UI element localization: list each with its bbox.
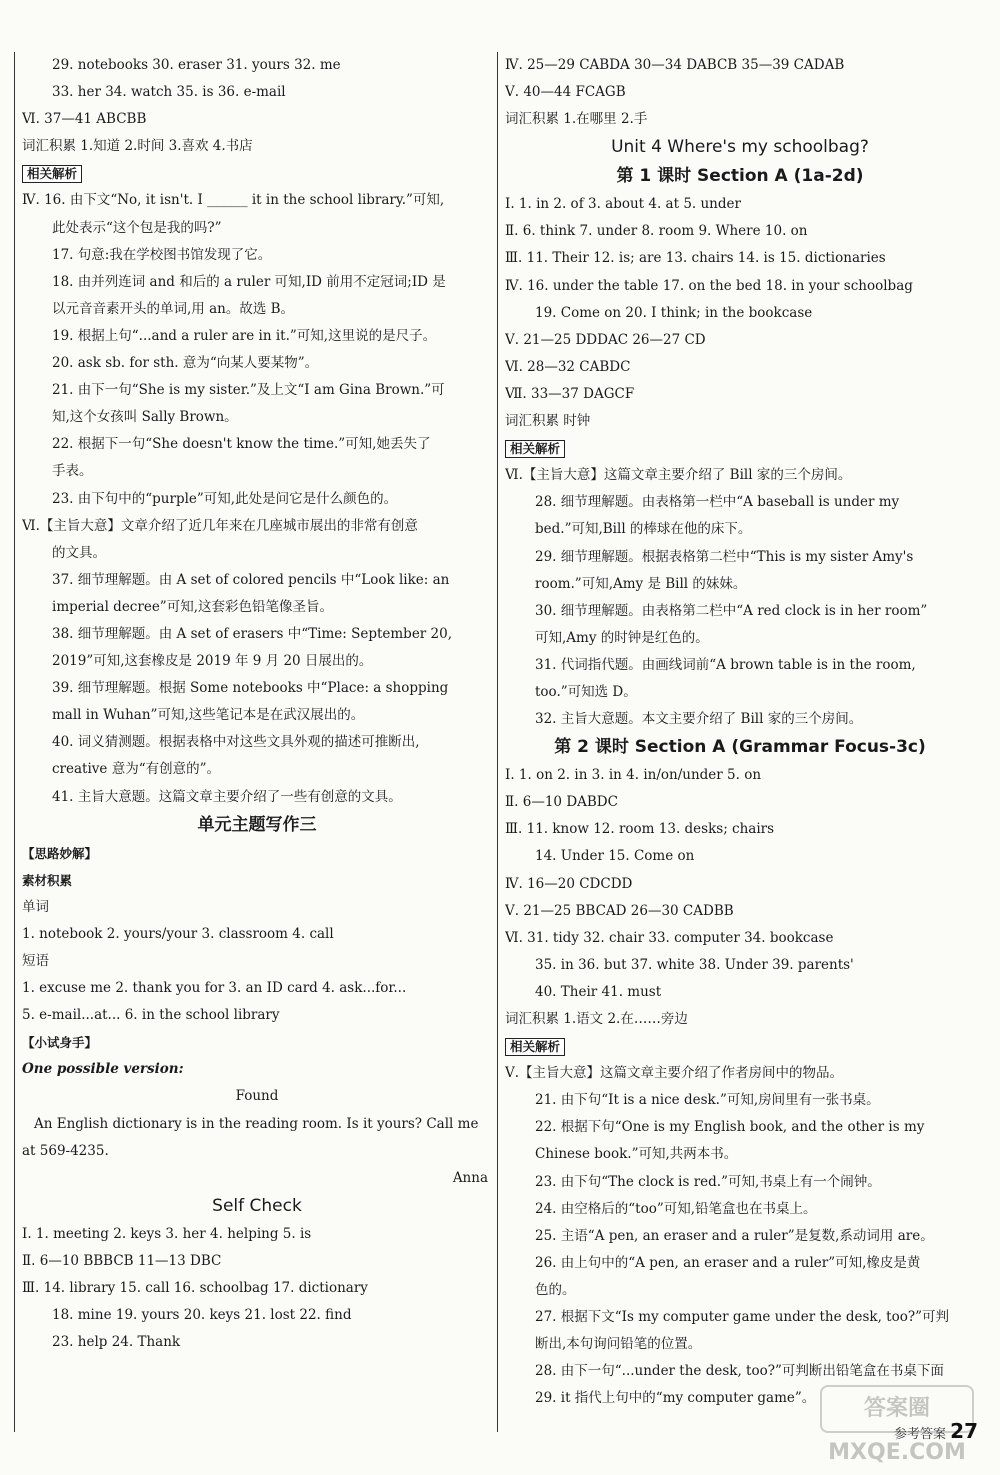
left-line: at 569-4235.	[22, 1142, 109, 1159]
left-line	[22, 867, 492, 894]
right-line: 35. in 36. but 37. white 38. Under 39. parents'	[535, 956, 854, 973]
left-line: 以元音音素开头的单词,用 an。故选 B。	[52, 300, 295, 317]
section-label: 【小试身手】	[22, 1035, 98, 1051]
left-column	[22, 52, 492, 1356]
right-line: Unit 4 Where's my schoolbag?	[611, 137, 869, 158]
left-line: Anna	[452, 1169, 488, 1186]
left-line: 的文具。	[52, 544, 106, 561]
left-line: 23. help 24. Thank	[52, 1334, 181, 1351]
right-line: Ⅲ. 11. Their 12. is; are 13. chairs 14. is 15. dictionaries	[505, 250, 886, 267]
left-line	[22, 160, 492, 187]
right-line: 30. 细节理解题。由表格第二栏中“A red clock is in her room”	[535, 602, 928, 619]
right-line: 词汇积累 1.在哪里 2.手	[505, 111, 648, 128]
right-line: 24. 由空格后的“too”可知,铅笔盒也在书桌上。	[535, 1200, 817, 1217]
section-tag: 相关解析	[505, 440, 565, 458]
right-line: too.”可知选 D。	[535, 683, 637, 700]
left-line: 21. 由下一句“She is my sister.”及上文“I am Gina Brown.”可	[52, 382, 445, 399]
right-line: 色的。	[535, 1281, 576, 1298]
right-column	[505, 52, 975, 1412]
left-line: 手表。	[52, 463, 93, 480]
right-line: 第 2 课时 Section A (Grammar Focus-3c)	[554, 737, 926, 758]
left-line: 20. ask sb. for sth. 意为“向某人要某物”。	[52, 355, 319, 372]
section-label: 素材积累	[22, 872, 73, 888]
left-line: 短语	[22, 953, 49, 969]
right-line: 27. 根据下文“Is my computer game under the desk, too?”可判	[535, 1309, 949, 1326]
left-line: 词汇积累 1.知道 2.时间 3.喜欢 4.书店	[22, 138, 253, 155]
left-line: 33. her 34. watch 35. is 36. e-mail	[52, 84, 286, 101]
right-line: 40. Their 41. must	[535, 983, 662, 1000]
left-line	[22, 1029, 492, 1056]
right-line: Chinese book.”可知,共两本书。	[535, 1146, 738, 1163]
right-line: room.”可知,Amy 是 Bill 的妹妹。	[535, 575, 747, 592]
right-line: 25. 主语“A pen, an eraser and a ruler”是复数,系动词用 are。	[535, 1227, 934, 1244]
right-line: Ⅰ. 1. on 2. in 3. in 4. in/on/under 5. on	[505, 767, 762, 784]
left-line: 22. 根据下一句“She doesn't know the time.”可知,她丢失了	[52, 436, 431, 453]
right-line: 可知,Amy 的时钟是红色的。	[535, 629, 709, 646]
left-line	[22, 1056, 492, 1083]
right-line	[505, 435, 975, 462]
right-line: 14. Under 15. Come on	[535, 848, 695, 865]
left-line: 此处表示“这个包是我的吗?”	[52, 219, 222, 236]
right-line: 28. 由下一句“...under the desk, too?”可判断出铅笔盒在书桌下面	[535, 1363, 944, 1380]
right-line: 29. 细节理解题。根据表格第二栏中“This is my sister Amy's	[535, 548, 914, 565]
right-line: Ⅶ. 33—37 DAGCF	[505, 385, 635, 402]
right-line: 32. 主旨大意题。本文主要介绍了 Bill 家的三个房间。	[535, 711, 863, 728]
left-line: 38. 细节理解题。由 A set of erasers 中“Time: September 20,	[52, 625, 453, 642]
left-line: Ⅳ. 16. 由下文“No, it isn't. I ______ it in the school library.”可知,	[22, 192, 445, 209]
left-line: 知,这个女孩叫 Sally Brown。	[52, 409, 238, 426]
left-line: 37. 细节理解题。由 A set of colored pencils 中“Look like: an	[52, 571, 450, 588]
left-line: 单词	[22, 898, 49, 915]
left-line: 1. notebook 2. yours/your 3. classroom 4. call	[22, 925, 334, 942]
left-line: 29. notebooks 30. eraser 31. yours 32. me	[52, 57, 341, 73]
left-line: Self Check	[212, 1195, 302, 1216]
left-line: 5. e-mail...at... 6. in the school library	[22, 1007, 280, 1024]
left-line: imperial decree”可知,这套彩色铅笔像圣旨。	[52, 598, 333, 615]
right-line	[505, 1033, 975, 1060]
left-line: An English dictionary is in the reading room. Is it yours? Call me	[34, 1115, 479, 1132]
left-line: 23. 由下句中的“purple”可知,此处是问它是什么颜色的。	[52, 490, 398, 507]
right-line: 21. 由下句“It is a nice desk.”可知,房间里有一张书桌。	[535, 1092, 880, 1109]
left-line: 18. 由并列连词 and 和后的 a ruler 可知,ID 前用不定冠词;ID 是	[52, 273, 446, 290]
right-line: Ⅰ. 1. in 2. of 3. about 4. at 5. under	[505, 196, 741, 213]
left-line: 19. 根据上句“...and a ruler are in it.”可知,这里说的是尺子。	[52, 327, 437, 344]
left-line	[22, 840, 492, 867]
right-line: 28. 细节理解题。由表格第一栏中“A baseball is under my	[535, 494, 900, 511]
right-line: Ⅴ. 40—44 FCAGB	[505, 84, 626, 101]
left-margin-rule	[14, 52, 15, 1432]
left-line: creative 意为“有创意的”。	[52, 761, 221, 778]
right-line: 22. 根据下句“One is my English book, and the other is my	[535, 1119, 925, 1136]
right-line: Ⅴ. 21—25 DDDAC 26—27 CD	[505, 331, 706, 348]
right-line: Ⅱ. 6. think 7. under 8. room 9. Where 10. on	[505, 223, 808, 240]
left-line: 17. 句意:我在学校图书馆发现了它。	[52, 246, 272, 263]
left-line: 2019”可知,这套橡皮是 2019 年 9 月 20 日展出的。	[52, 653, 373, 670]
watermark-logo: 答案圈 MXQE.COM	[820, 1385, 974, 1433]
column-divider	[497, 52, 498, 1432]
right-line: 断出,本句询问铅笔的位置。	[535, 1336, 702, 1353]
section-label: 【思路妙解】	[22, 845, 98, 861]
left-line: 单元主题写作三	[197, 814, 317, 835]
right-line: 19. Come on 20. I think; in the bookcase	[535, 304, 813, 321]
section-label: One possible version:	[22, 1061, 184, 1078]
section-tag: 相关解析	[505, 1038, 565, 1056]
left-line: 41. 主旨大意题。这篇文章主要介绍了一些有创意的文具。	[52, 788, 402, 805]
right-line: Ⅲ. 11. know 12. room 13. desks; chairs	[505, 821, 775, 838]
right-line: 26. 由上句中的“A pen, an eraser and a ruler”可知,橡皮是黄	[535, 1254, 921, 1271]
right-line: 第 1 课时 Section A (1a-2d)	[616, 166, 864, 187]
right-line: 词汇积累 时钟	[505, 413, 591, 430]
right-line: Ⅱ. 6—10 DABDC	[505, 794, 618, 811]
right-line: Ⅴ.【主旨大意】这篇文章主要介绍了作者房间中的物品。	[505, 1065, 844, 1082]
section-tag: 相关解析	[22, 165, 82, 183]
left-line: 40. 词义猜测题。根据表格中对这些文具外观的描述可推断出,	[52, 734, 420, 751]
right-line: 31. 代词指代题。由画线词前“A brown table is in the room,	[535, 656, 916, 673]
right-line: Ⅳ. 25—29 CABDA 30—34 DABCB 35—39 CADAB	[505, 57, 845, 73]
right-line: 23. 由下句“The clock is red.”可知,书桌上有一个闹钟。	[535, 1173, 881, 1190]
left-line: mall in Wuhan”可知,这些笔记本是在武汉展出的。	[52, 707, 365, 724]
left-line: Ⅵ.【主旨大意】文章介绍了近几年来在几座城市展出的非常有创意	[22, 517, 418, 534]
left-line: 18. mine 19. yours 20. keys 21. lost 22. find	[52, 1307, 352, 1324]
right-line: Ⅴ. 21—25 BBCAD 26—30 CADBB	[505, 902, 734, 919]
footer-label: 参考答案	[894, 1427, 947, 1442]
right-line: bed.”可知,Bill 的棒球在他的床下。	[535, 521, 752, 538]
right-line: Ⅵ.【主旨大意】这篇文章主要介绍了 Bill 家的三个房间。	[505, 467, 852, 484]
right-line: 29. it 指代上句中的“my computer game”。	[535, 1390, 816, 1407]
page-number: 27	[950, 1419, 978, 1443]
left-line: 1. excuse me 2. thank you for 3. an ID card 4. ask...for...	[22, 980, 407, 997]
left-line: Ⅲ. 14. library 15. call 16. schoolbag 17. dictionary	[22, 1280, 368, 1297]
left-line: Ⅵ. 37—41 ABCBB	[22, 111, 147, 128]
right-line: Ⅵ. 28—32 CABDC	[505, 358, 631, 375]
right-line: Ⅳ. 16. under the table 17. on the bed 18. in your schoolbag	[505, 277, 913, 294]
left-line: Ⅱ. 6—10 BBBCB 11—13 DBC	[22, 1252, 222, 1269]
page-footer	[894, 1419, 978, 1443]
left-line: Ⅰ. 1. meeting 2. keys 3. her 4. helping 5. is	[22, 1225, 312, 1242]
right-line: 词汇积累 1.语文 2.在……旁边	[505, 1011, 688, 1027]
left-line: Found	[235, 1088, 279, 1105]
right-line: Ⅵ. 31. tidy 32. chair 33. computer 34. bookcase	[505, 929, 834, 946]
right-line: Ⅳ. 16—20 CDCDD	[505, 875, 633, 892]
left-line: 39. 细节理解题。根据 Some notebooks 中“Place: a shopping	[52, 680, 449, 697]
